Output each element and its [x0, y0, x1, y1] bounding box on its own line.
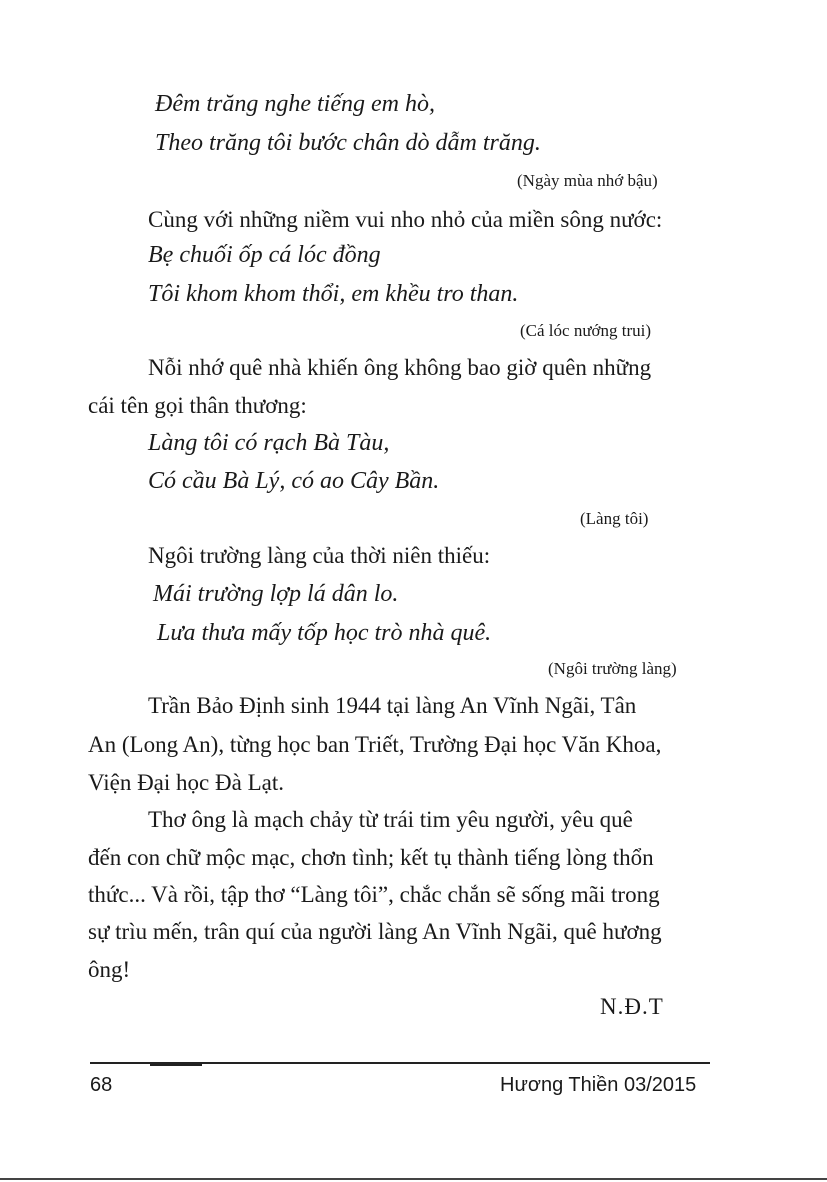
- page-number: 68: [90, 1074, 113, 1096]
- body-paragraph: sự trìu mến, trân quí của người làng An Vĩnh Ngãi, quê hương: [88, 919, 662, 944]
- verse-line: Đêm trăng nghe tiếng em hò,: [155, 91, 435, 117]
- poem-source: (Ngôi trường làng): [548, 659, 677, 678]
- author-signature: N.Đ.T: [600, 994, 664, 1019]
- poem-source: (Cá lóc nướng trui): [520, 321, 652, 340]
- publication-issue: Hương Thiền 03/2015: [500, 1074, 697, 1096]
- verse-line: Theo trăng tôi bước chân dò dẫm trăng.: [155, 130, 541, 156]
- poem-source: (Ngày mùa nhớ bậu): [517, 171, 658, 190]
- body-paragraph: An (Long An), từng học ban Triết, Trường Đại học Văn Khoa,: [88, 732, 662, 757]
- verse-line: Mái trường lợp lá dân lo.: [153, 581, 399, 607]
- verse-line: Bẹ chuối ốp cá lóc đồng: [148, 242, 381, 268]
- body-paragraph: cái tên gọi thân thương:: [88, 393, 307, 418]
- verse-line: Có cầu Bà Lý, có ao Cây Bần.: [148, 468, 440, 494]
- footer-divider-accent: [150, 1064, 202, 1066]
- verse-line: Lưa thưa mấy tốp học trò nhà quê.: [157, 620, 492, 646]
- body-paragraph: ông!: [88, 957, 131, 982]
- body-paragraph: Nỗi nhớ quê nhà khiến ông không bao giờ quên những: [148, 355, 652, 380]
- poem-source: (Làng tôi): [580, 509, 649, 528]
- body-paragraph: Ngôi trường làng của thời niên thiếu:: [148, 543, 491, 568]
- body-paragraph: Trần Bảo Định sinh 1944 tại làng An Vĩnh Ngãi, Tân: [148, 693, 637, 718]
- body-paragraph: Thơ ông là mạch chảy từ trái tim yêu người, yêu quê: [148, 807, 633, 832]
- body-paragraph: Cùng với những niềm vui nho nhỏ của miền sông nước:: [148, 207, 663, 232]
- body-paragraph: thức... Và rồi, tập thơ “Làng tôi”, chắc chắn sẽ sống mãi trong: [88, 882, 660, 907]
- page-bottom-edge: [0, 1178, 827, 1180]
- body-paragraph: Viện Đại học Đà Lạt.: [88, 770, 284, 795]
- body-paragraph: đến con chữ mộc mạc, chơn tình; kết tụ thành tiếng lòng thổn: [88, 845, 654, 870]
- verse-line: Tôi khom khom thổi, em khều tro than.: [148, 281, 519, 307]
- verse-line: Làng tôi có rạch Bà Tàu,: [148, 430, 390, 456]
